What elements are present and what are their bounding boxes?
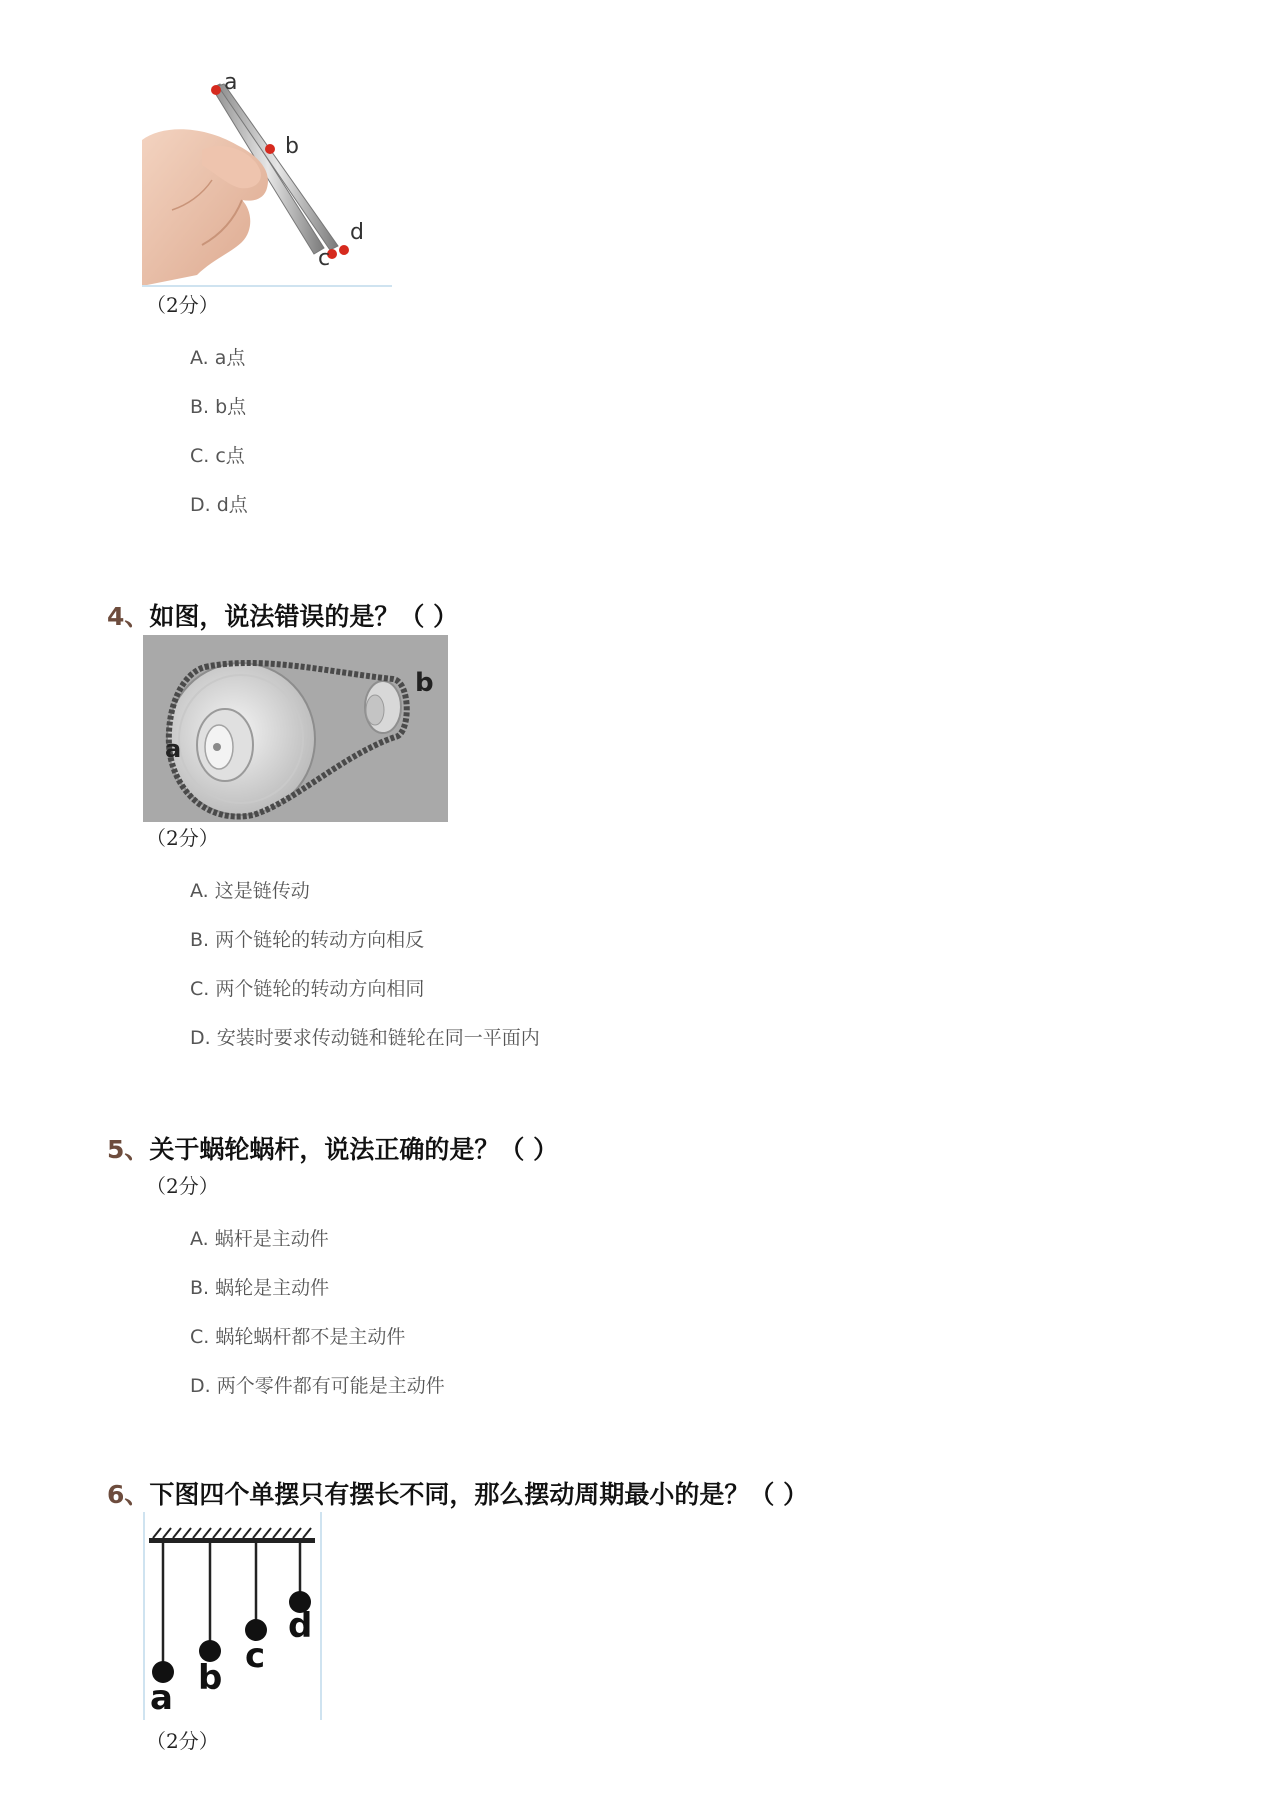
q3-label-c: c: [318, 246, 331, 271]
q4-heading: [107, 597, 458, 633]
q6-label-a: a: [150, 1678, 173, 1718]
q6-label-b: b: [198, 1658, 223, 1698]
chain-drive-figure-icon: [143, 635, 448, 822]
q5-score: （2分）: [146, 1174, 219, 1198]
q5-option-c[interactable]: C. 蜗轮蜗杆都不是主动件: [190, 1326, 406, 1348]
q4-number: 4、: [107, 602, 150, 631]
q4-option-c[interactable]: C. 两个链轮的转动方向相同: [190, 978, 425, 1000]
q4-label-b: b: [415, 668, 434, 698]
q6-title: 下图四个单摆只有摆长不同，那么摆动周期最小的是？（ ）: [149, 1480, 809, 1509]
q6-label-d: d: [288, 1606, 313, 1646]
q5-heading: [107, 1130, 558, 1166]
q4-title: 如图，说法错误的是？（ ）: [149, 602, 459, 631]
q6-pendulum-figure: [143, 1512, 323, 1720]
q3-option-a[interactable]: A. a点: [190, 347, 246, 369]
q3-label-b: b: [285, 134, 299, 159]
tweezers-hand-figure-icon: [142, 70, 392, 288]
q4-option-b[interactable]: B. 两个链轮的转动方向相反: [190, 929, 425, 951]
q6-heading: [107, 1475, 808, 1511]
q3-label-a: a: [224, 70, 238, 95]
q5-number: 5、: [107, 1135, 150, 1164]
q3-option-b[interactable]: B. b点: [190, 396, 247, 418]
q5-option-b[interactable]: B. 蜗轮是主动件: [190, 1277, 330, 1299]
q3-tweezers-figure: [142, 70, 392, 288]
q4-chain-figure: [143, 635, 448, 822]
q5-option-a[interactable]: A. 蜗杆是主动件: [190, 1228, 329, 1250]
q3-score: （2分）: [146, 293, 219, 317]
q4-label-a: a: [165, 735, 182, 763]
q3-label-d: d: [350, 220, 364, 245]
q4-option-a[interactable]: A. 这是链传动: [190, 880, 310, 902]
q4-option-d[interactable]: D. 安装时要求传动链和链轮在同一平面内: [190, 1027, 540, 1049]
q6-label-c: c: [245, 1636, 266, 1676]
q6-number: 6、: [107, 1480, 150, 1509]
q4-score: （2分）: [146, 826, 219, 850]
q3-option-d[interactable]: D. d点: [190, 494, 248, 516]
q3-option-c[interactable]: C. c点: [190, 445, 245, 467]
q6-score: （2分）: [146, 1729, 219, 1753]
q5-option-d[interactable]: D. 两个零件都有可能是主动件: [190, 1375, 445, 1397]
q5-title: 关于蜗轮蜗杆，说法正确的是？（ ）: [149, 1135, 559, 1164]
